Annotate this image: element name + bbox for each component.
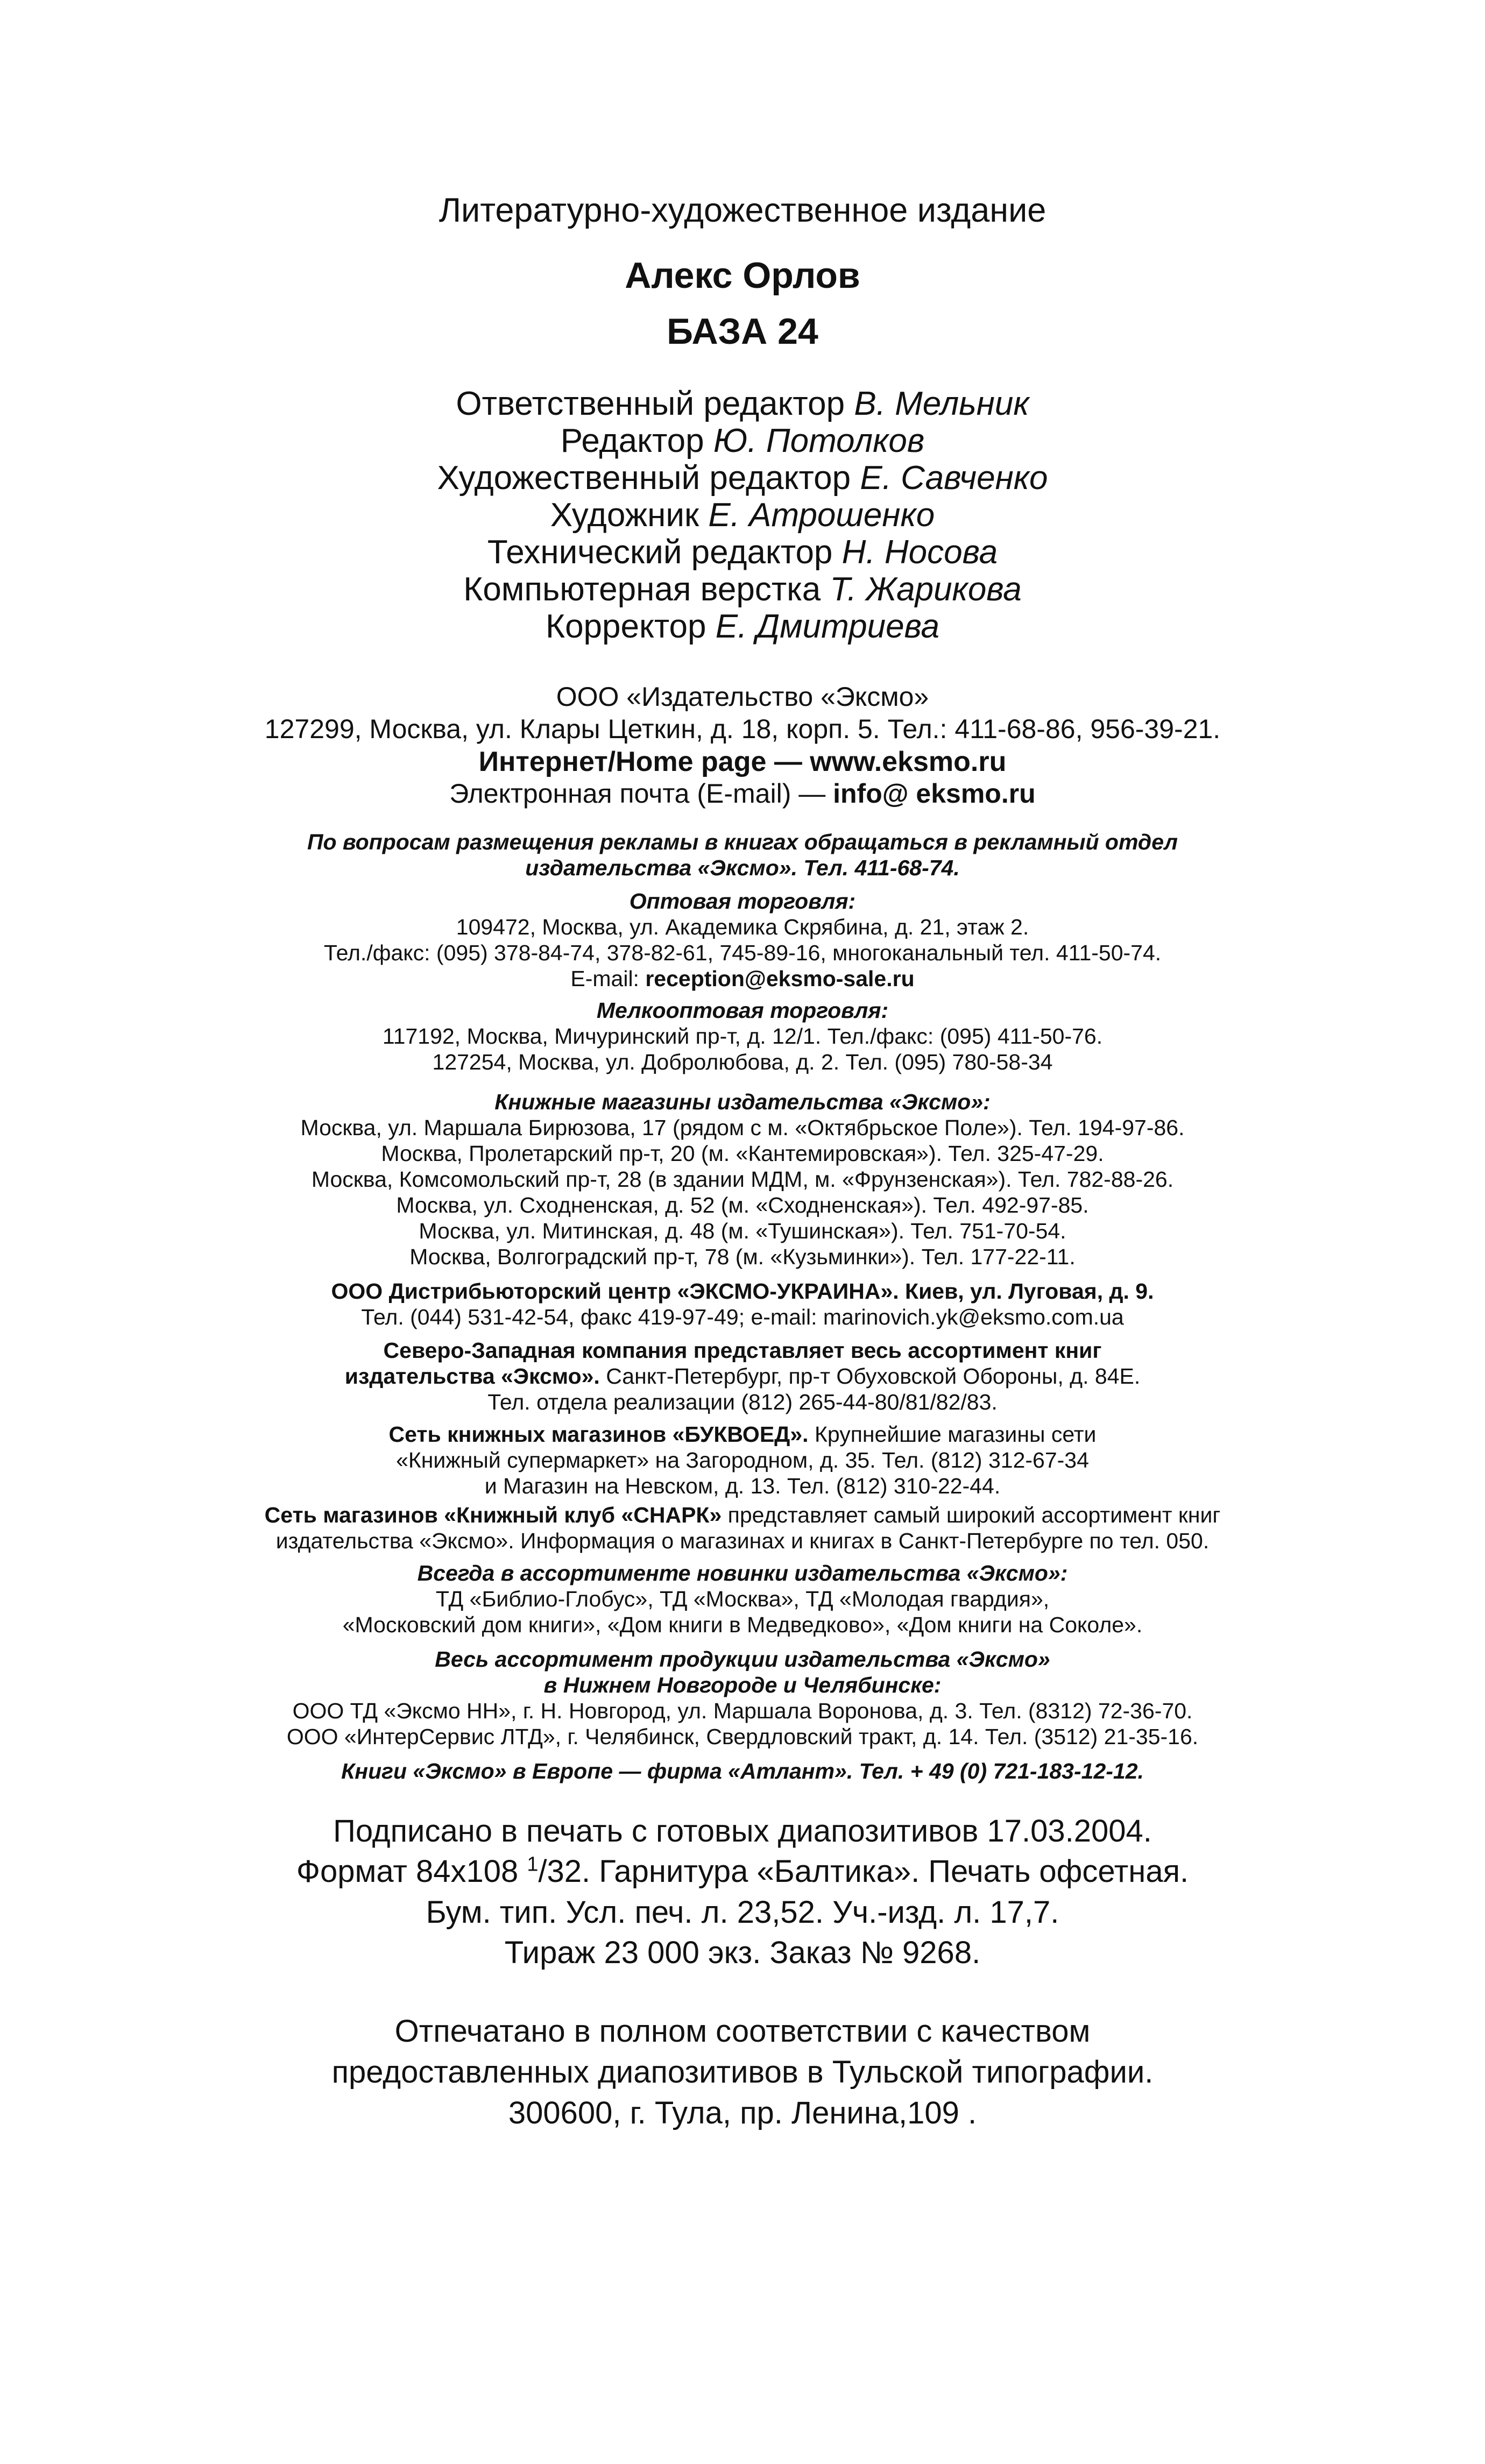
edition-type: Литературно-художественное издание (439, 192, 1046, 229)
credit-name: Н. Носова (841, 534, 998, 571)
stores-heading: Книжные магазины издательства «Эксмо»: (494, 1089, 991, 1114)
bukvoed-line: и Магазин на Невском, д. 13. Тел. (812) 310-22-44. (484, 1474, 1001, 1498)
store-line: Москва, Пролетарский пр-т, 20 (м. «Кантемировская»). Тел. 325-47-29. (381, 1141, 1104, 1166)
printer-line: 300600, г. Тула, пр. Ленина,109 . (508, 2095, 977, 2130)
credit-line (0, 459, 1485, 497)
northwest-address: Санкт-Петербург, пр-т Обуховской Обороны, д. 84Е. (599, 1364, 1141, 1389)
imprint-signed: Подписано в печать с готовых диапозитивов 17.03.2004. (333, 1814, 1152, 1849)
bukvoed-desc: Крупнейшие магазины сети (808, 1422, 1097, 1447)
regions-heading: в Нижнем Новгороде и Челябинске: (543, 1673, 942, 1697)
wholesale-heading: Оптовая торговля: (629, 889, 856, 914)
regions-line: ООО «ИнтерСервис ЛТД», г. Челябинск, Свердловский тракт, д. 14. Тел. (3512) 21-35-16. (286, 1724, 1199, 1749)
ukraine-contact: Тел. (044) 531-42-54, факс 419-97-49; e-mail: marinovich.yk@eksmo.com.ua (361, 1305, 1124, 1329)
email-label: E-mail: (570, 966, 646, 991)
snark-line (0, 1504, 1485, 1526)
bukvoed-name: Сеть книжных магазинов «БУКВОЕД». (388, 1422, 809, 1447)
snark-desc: представляет самый широкий ассортимент книг (722, 1503, 1221, 1527)
small-wholesale-line: 117192, Москва, Мичуринский пр-т, д. 12/1. Тел./факс: (095) 411-50-76. (382, 1024, 1103, 1049)
publisher-homepage[interactable]: Интернет/Home page — www.eksmo.ru (478, 746, 1007, 777)
regions-line: ООО ТД «Эксмо НН», г. Н. Новгород, ул. Маршала Воронова, д. 3. Тел. (8312) 72-36-70. (292, 1698, 1193, 1723)
wholesale-email-line (0, 968, 1485, 990)
northwest-publisher: издательства «Эксмо». (344, 1364, 600, 1389)
always-line: «Московский дом книги», «Дом книги в Медведково», «Дом книги на Соколе». (342, 1612, 1143, 1637)
publisher-email-line (0, 780, 1485, 807)
credit-role: Технический редактор (487, 534, 833, 571)
credit-role: Художник (550, 497, 699, 534)
small-wholesale-line: 127254, Москва, ул. Добролюбова, д. 2. Тел. (095) 780-58-34 (432, 1050, 1053, 1074)
northwest-line (0, 1365, 1485, 1387)
publisher-name: ООО «Издательство «Эксмо» (556, 682, 929, 712)
credit-line (0, 573, 1485, 606)
credit-name: Е. Дмитриева (715, 608, 940, 645)
snark-name: Сеть магазинов «Книжный клуб «СНАРК» (264, 1503, 722, 1527)
ukraine-heading: ООО Дистрибьюторский центр «ЭКСМО-УКРАИНА». Киев, ул. Луговая, д. 9. (331, 1279, 1154, 1304)
credit-role: Художественный редактор (437, 459, 851, 497)
email-label: Электронная почта (E-mail) — (449, 778, 833, 809)
credit-name: В. Мельник (854, 385, 1029, 422)
book-title: БАЗА 24 (667, 311, 818, 352)
publisher-address: 127299, Москва, ул. Клары Цеткин, д. 18, корп. 5. Тел.: 411-68-86, 956-39-21. (264, 714, 1221, 744)
always-heading: Всегда в ассортименте новинки издательства «Эксмо»: (417, 1561, 1068, 1585)
northwest-line: Северо-Западная компания представляет весь ассортимент книг (383, 1338, 1102, 1363)
credit-name: Е. Атрошенко (708, 497, 935, 534)
small-wholesale-heading: Мелкооптовая торговля: (596, 998, 889, 1023)
credit-line (0, 499, 1485, 532)
imprint-paper: Бум. тип. Усл. печ. л. 23,52. Уч.-изд. л. 17,7. (426, 1895, 1059, 1930)
credit-role: Корректор (545, 608, 706, 645)
credit-name: Е. Савченко (860, 459, 1048, 497)
credit-name: Т. Жарикова (830, 571, 1022, 608)
publisher-email[interactable]: info@ eksmo.ru (833, 778, 1036, 809)
credit-line (0, 610, 1485, 643)
store-line: Москва, Волгоградский пр-т, 78 (м. «Кузьминки»). Тел. 177-22-11. (409, 1244, 1076, 1269)
northwest-phones: Тел. отдела реализации (812) 265-44-80/81/82/83. (487, 1390, 998, 1414)
bukvoed-line: «Книжный супермаркет» на Загородном, д. 35. Тел. (812) 312-67-34 (396, 1448, 1089, 1472)
store-line: Москва, Комсомольский пр-т, 28 (в здании МДМ, м. «Фрунзенская»). Тел. 782-88-26. (311, 1167, 1174, 1192)
always-line: ТД «Библио-Глобус», ТД «Москва», ТД «Молодая гвардия», (435, 1587, 1050, 1611)
imprint-format (0, 1852, 1485, 1889)
printer-line: предоставленных диапозитивов в Тульской типографии. (331, 2055, 1154, 2090)
europe-line: Книги «Эксмо» в Европе — фирма «Атлант». Тел. + 49 (0) 721-183-12-12. (341, 1759, 1144, 1783)
wholesale-phones: Тел./факс: (095) 378-84-74, 378-82-61, 745-89-16, многоканальный тел. 411-50-74. (323, 940, 1162, 965)
regions-heading: Весь ассортимент продукции издательства «Эксмо» (435, 1647, 1050, 1672)
format-fraction: 1 (527, 1852, 539, 1875)
format-details: /32. Гарнитура «Балтика». Печать офсетная. (538, 1854, 1189, 1889)
credit-role: Компьютерная верстка (463, 571, 821, 608)
format-size: Формат 84х108 (296, 1854, 527, 1889)
store-line: Москва, ул. Митинская, д. 48 (м. «Тушинская»). Тел. 751-70-54. (419, 1219, 1066, 1243)
credit-name: Ю. Потолков (713, 422, 925, 459)
snark-line: издательства «Эксмо». Информация о магазинах и книгах в Санкт-Петербурге по тел. 050. (275, 1528, 1210, 1553)
bukvoed-line (0, 1424, 1485, 1446)
credit-line (0, 424, 1485, 458)
wholesale-address: 109472, Москва, ул. Академика Скрябина, д. 21, этаж 2. (456, 915, 1029, 939)
imprint-run: Тираж 23 000 экз. Заказ № 9268. (504, 1935, 981, 1970)
store-line: Москва, ул. Сходненская, д. 52 (м. «Сходненская»). Тел. 492-97-85. (396, 1193, 1089, 1217)
credit-line (0, 387, 1485, 421)
printer-line: Отпечатано в полном соответствии с качеством (394, 2014, 1091, 2049)
store-line: Москва, ул. Маршала Бирюзова, 17 (рядом с м. «Октябрьское Поле»). Тел. 194-97-86. (300, 1115, 1185, 1140)
credit-role: Ответственный редактор (456, 385, 845, 422)
wholesale-email[interactable]: reception@eksmo-sale.ru (645, 966, 915, 991)
credit-role: Редактор (560, 422, 704, 459)
credit-line (0, 536, 1485, 569)
ads-line: По вопросам размещения рекламы в книгах обращаться в рекламный отдел (307, 830, 1178, 854)
author-name: Алекс Орлов (625, 255, 860, 296)
ads-line: издательства «Эксмо». Тел. 411-68-74. (525, 855, 960, 880)
